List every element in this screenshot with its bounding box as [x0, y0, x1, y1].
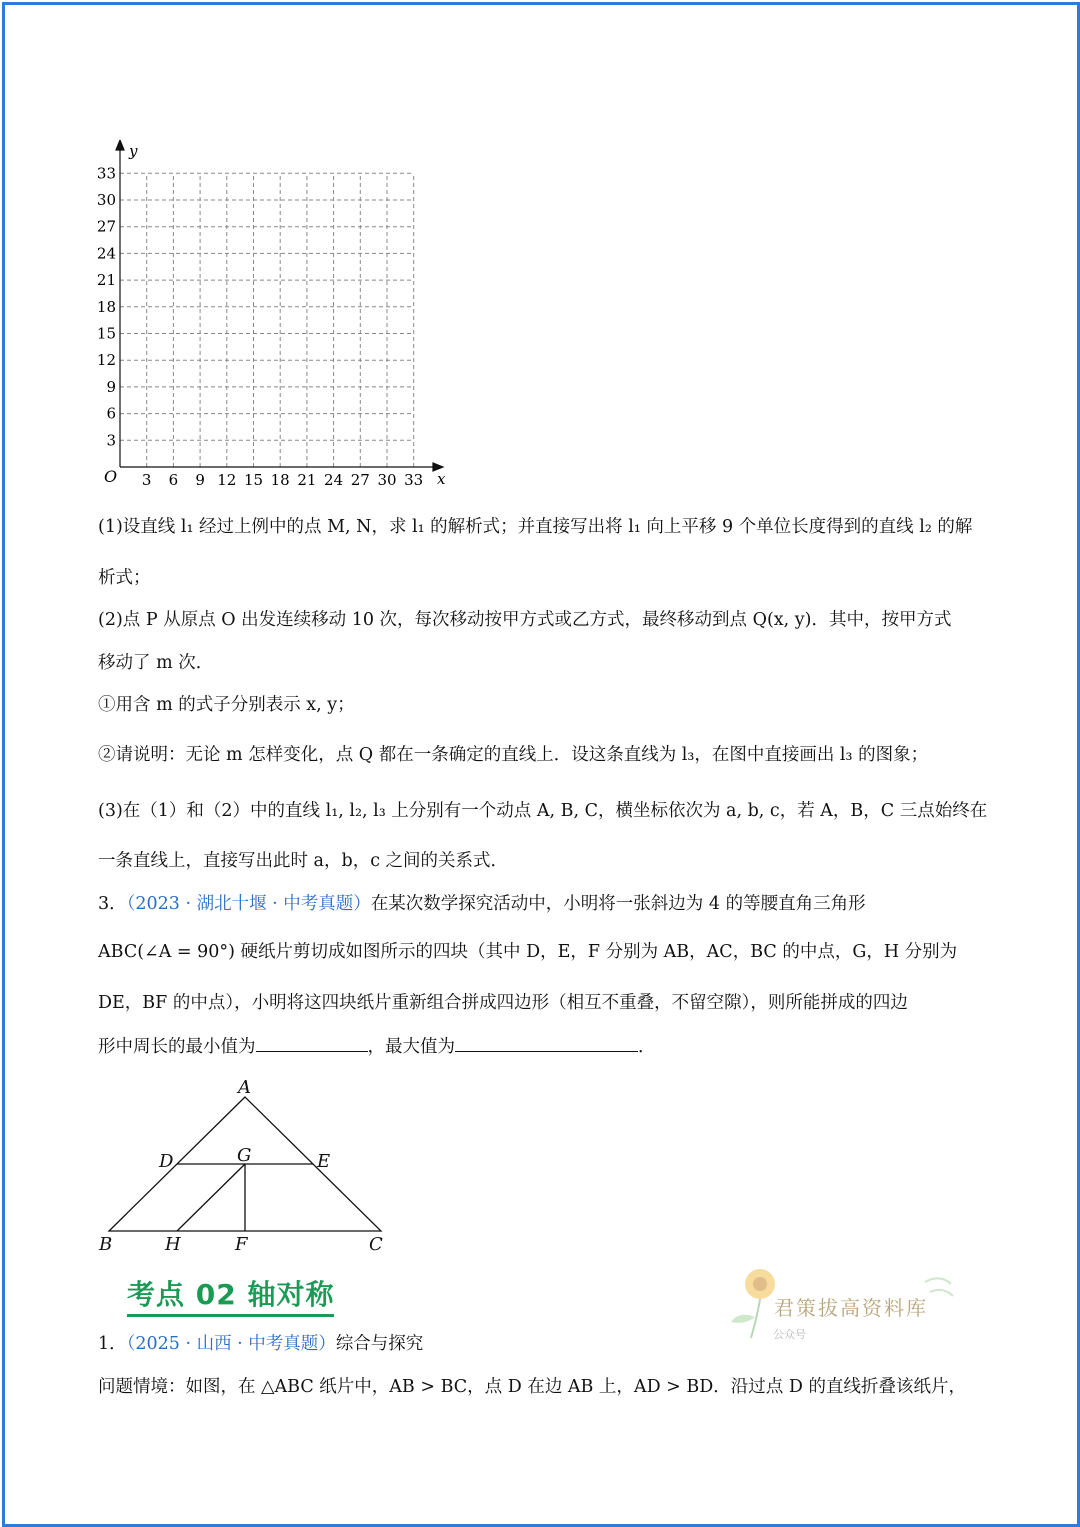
q3-line2: ABC(∠A = 90°) 硬纸片剪切成如图所示的四块（其中 D，E，F 分别为 AB，AC，BC 的中点，G，H 分别为	[98, 942, 958, 962]
s2-q1-line1	[98, 1332, 423, 1356]
y-tick-label: 15	[96, 324, 116, 343]
label-d: D	[159, 1151, 174, 1172]
part1-line1: (1)设直线 l₁ 经过上例中的点 M, N，求 l₁ 的解析式；并直接写出将 l₁ 向上平移 9 个单位长度得到的直线 l₂ 的解	[98, 517, 973, 537]
y-tick-label: 6	[106, 404, 116, 423]
label-f: F	[235, 1234, 248, 1255]
s2-q1-source-ref: （2025 · 山西 · 中考真题）	[126, 1334, 336, 1354]
x-tick-label: 6	[168, 471, 179, 489]
part3-line2: 一条直线上，直接写出此时 a，b，c 之间的关系式．	[98, 851, 509, 871]
y-tick-label: 18	[96, 297, 116, 316]
origin-label: O	[104, 467, 118, 486]
x-tick-label: 21	[297, 471, 317, 489]
label-g: G	[237, 1145, 252, 1166]
part1-line2: 析式；	[98, 568, 151, 588]
q3-line3: DE，BF 的中点），小明将这四块纸片重新组合拼成四边形（相互不重叠，不留空隙），则所能拼成的四边	[98, 993, 908, 1013]
q3-number: 3．	[98, 894, 127, 914]
label-c: C	[369, 1234, 383, 1255]
label-a: A	[238, 1077, 251, 1098]
triangle-figure	[95, 1072, 395, 1257]
s2-q1-title: 综合与探究	[335, 1334, 424, 1354]
part2-line1: (2)点 P 从原点 O 出发连续移动 10 次，每次移动按甲方式或乙方式，最终移动到点 Q(x, y)．其中，按甲方式	[98, 610, 952, 630]
label-h: H	[165, 1234, 181, 1255]
part3-line1: (3)在（1）和（2）中的直线 l₁, l₂, l₃ 上分别有一个动点 A, B, C，横坐标依次为 a, b, c，若 A，B，C 三点始终在	[98, 801, 988, 821]
x-tick-label: 33	[404, 471, 424, 489]
q3-line1	[98, 892, 866, 916]
part2-sub1: ①用含 m 的式子分别表示 x, y；	[98, 695, 355, 715]
label-e: E	[317, 1151, 331, 1172]
s2-q1-number: 1．	[98, 1334, 127, 1354]
x-tick-label: 27	[350, 471, 370, 489]
part2-line2: 移动了 m 次．	[98, 653, 214, 673]
segment-gh	[177, 1164, 245, 1231]
y-tick-label: 12	[96, 351, 116, 370]
x-tick-label: 30	[377, 471, 397, 489]
answer-blank-min[interactable]	[256, 1033, 368, 1052]
y-tick-label: 27	[96, 217, 116, 236]
q3-source-ref: （2023 · 湖北十堰 · 中考真题）	[126, 894, 371, 914]
q3-line1-text: 在某次数学探究活动中，小明将一张斜边为 4 的等腰直角三角形	[370, 894, 866, 914]
x-tick-label: 24	[324, 471, 344, 489]
q3-line4-b: ，最大值为	[367, 1037, 455, 1057]
y-tick-label: 21	[96, 271, 116, 290]
x-axis-label: x	[437, 470, 446, 488]
y-tick-label: 30	[96, 191, 116, 209]
y-tick-label: 33	[96, 164, 116, 183]
x-tick-label: 18	[270, 471, 290, 489]
answer-blank-max[interactable]	[455, 1033, 638, 1052]
part2-sub2: ②请说明：无论 m 怎样变化，点 Q 都在一条确定的直线上．设这条直线为 l₃，在图中直接画出 l₃ 的图象；	[98, 745, 929, 765]
x-tick-label: 9	[195, 471, 205, 489]
s2-q1-line2: 问题情境：如图，在 △ABC 纸片中，AB > BC，点 D 在边 AB 上，AD > BD．沿过点 D 的直线折叠该纸片，	[98, 1377, 966, 1397]
y-axis-label: y	[129, 142, 138, 160]
watermark-text: 君策拔高资料库	[774, 1296, 928, 1320]
coordinate-grid	[95, 140, 455, 495]
x-tick-label: 3	[141, 471, 152, 489]
section-heading: 考点 02 轴对称	[127, 1273, 334, 1317]
q3-line4-a: 形中周长的最小值为	[98, 1037, 256, 1057]
q3-line4-c: ．	[638, 1037, 656, 1057]
q3-line4	[98, 1033, 656, 1059]
y-tick-label: 24	[96, 244, 116, 263]
x-tick-label: 12	[217, 471, 237, 489]
y-tick-label: 9	[106, 377, 116, 396]
label-b: B	[99, 1234, 113, 1255]
x-tick-label: 15	[243, 471, 264, 489]
watermark-subtext: 公众号	[773, 1328, 806, 1341]
y-tick-label: 3	[106, 431, 116, 450]
